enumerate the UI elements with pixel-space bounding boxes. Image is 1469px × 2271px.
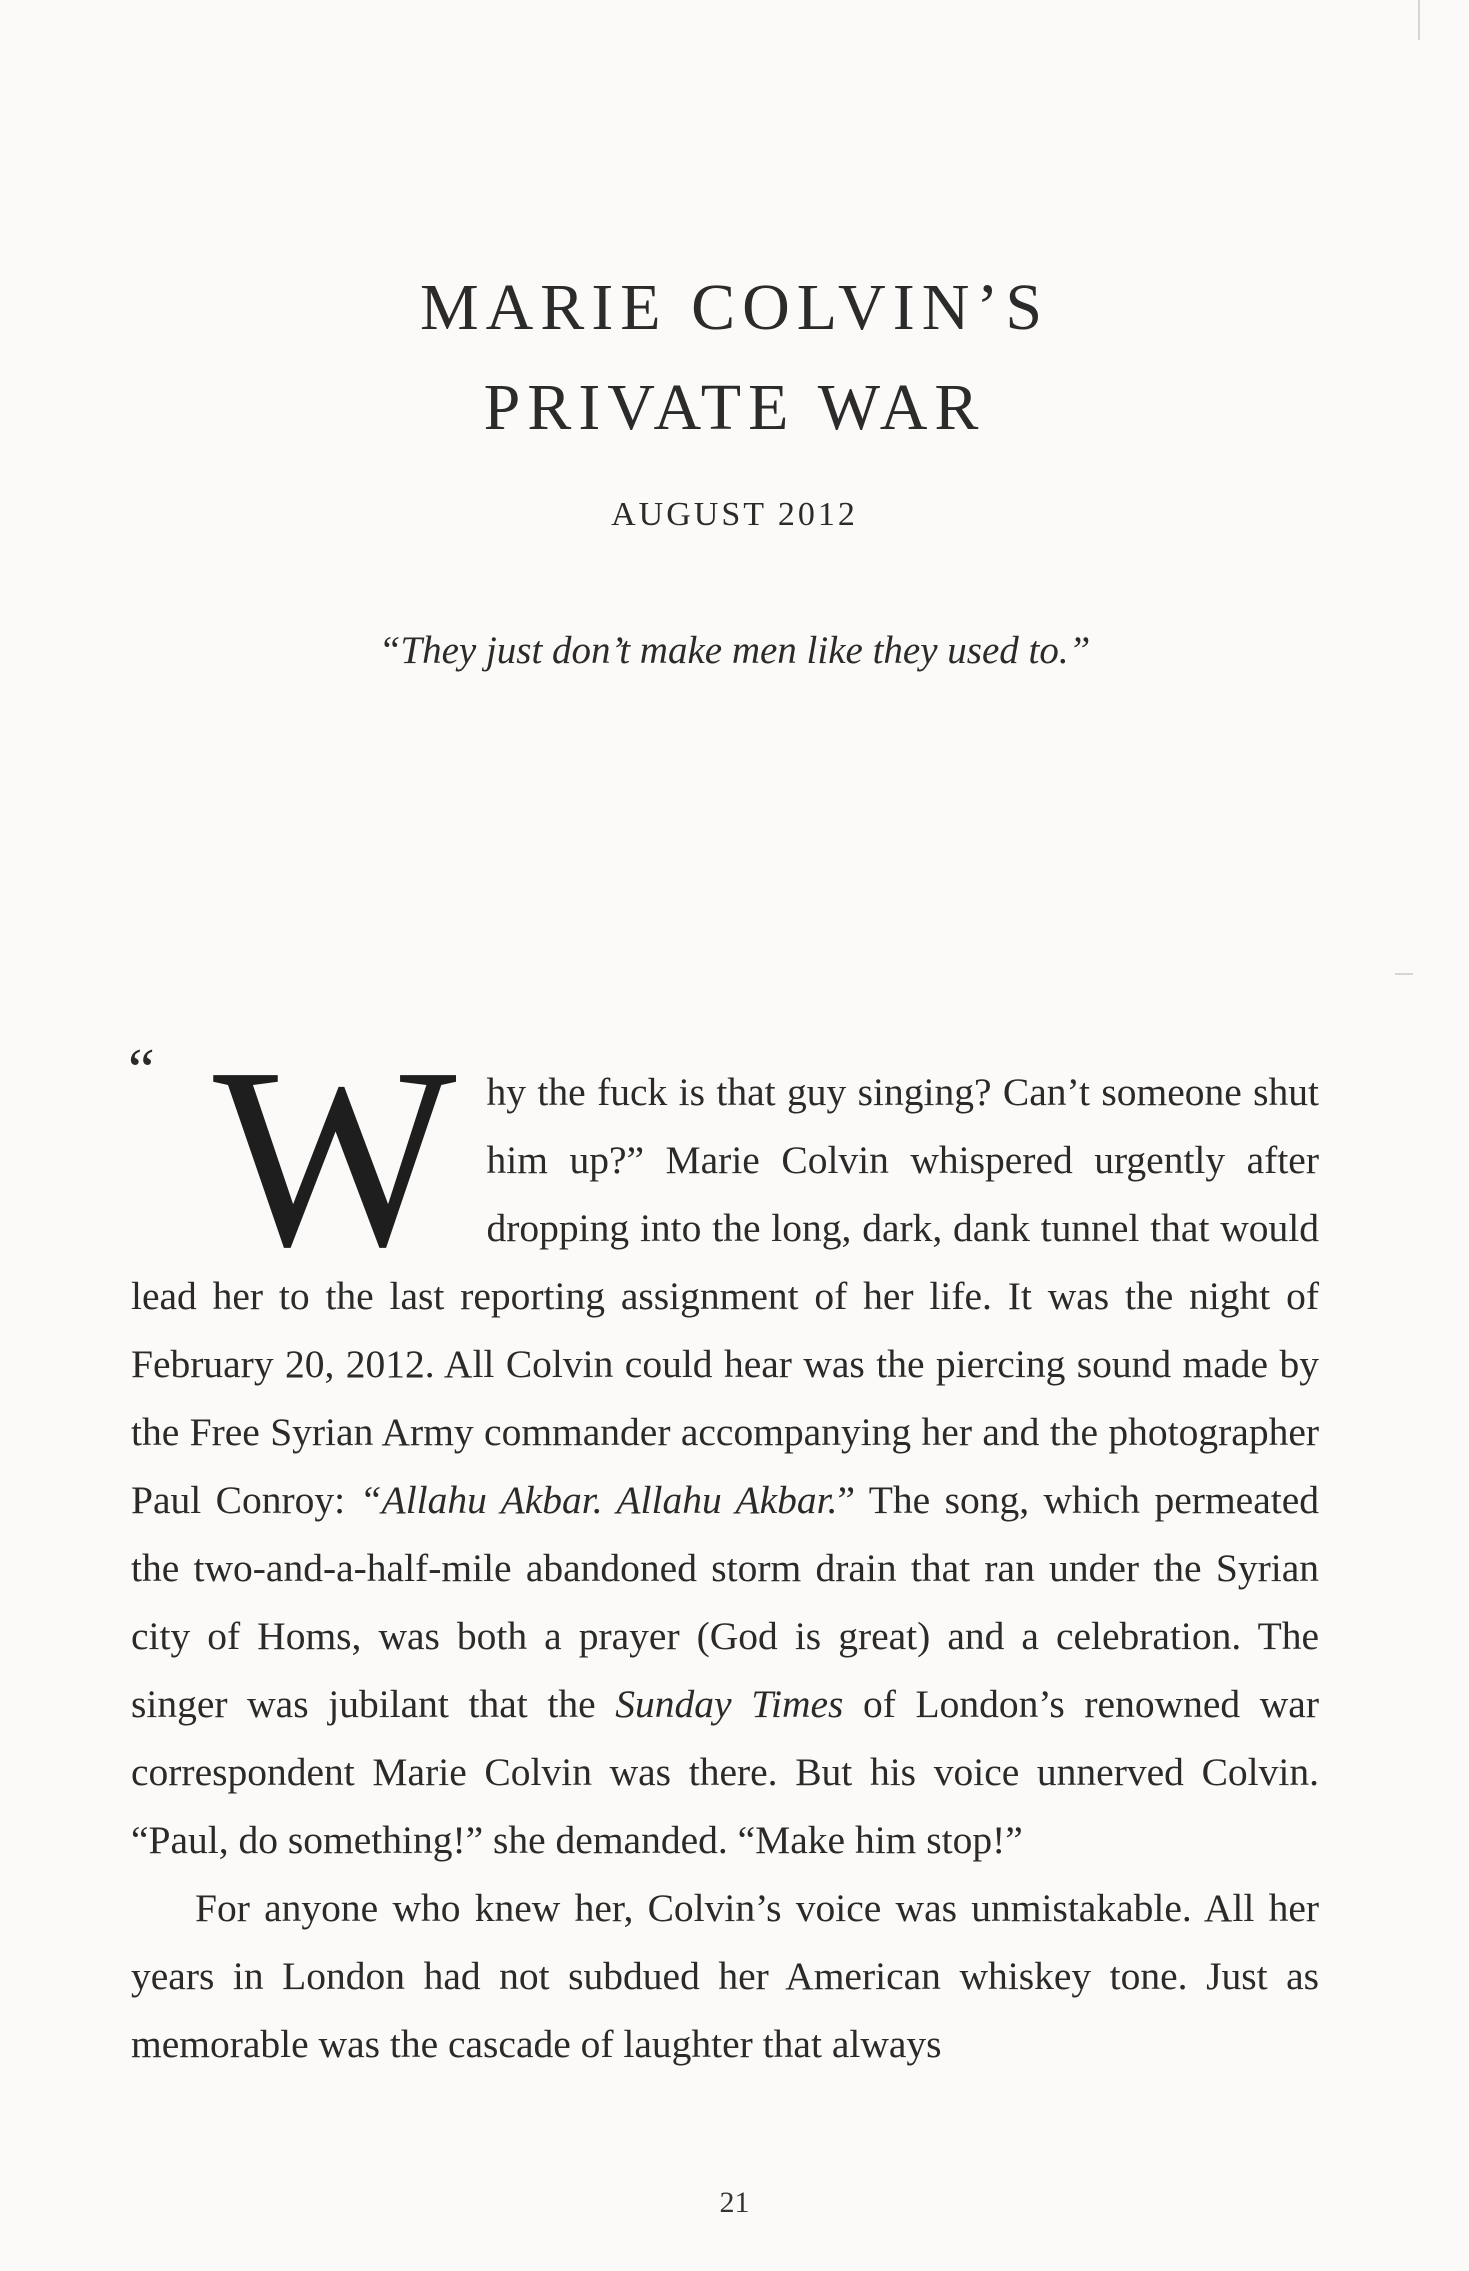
chapter-title: [0, 258, 1469, 458]
chapter-date: AUGUST 2012: [611, 496, 858, 533]
paragraph-text: ” The song, which permeated the two-and-a-half-mile abandoned storm drain that ran under the Syrian city of Homs, was both a prayer (God is great) and a celebration. The singer was jubilant that the: [131, 1478, 1319, 1726]
body-text: [131, 1014, 1319, 2078]
chapter-title-line-2: PRIVATE WAR: [483, 371, 986, 444]
chapter-title-line-1: MARIE COLVIN’S: [419, 271, 1050, 344]
drop-cap: W: [213, 1014, 457, 1300]
paragraph: For anyone who knew her, Colvin’s voice was unmistakable. All her years in London had not subdued her American whiskey tone. Just as memorable was the cascade of laughter that always: [131, 1886, 1319, 2066]
paragraph-text: hy the fuck is that guy singing? Can’t someone shut him up?” Marie Colvin whispered urgently after dropping into the long, dark, dank tunnel that would lead her to the last reporting assignment of her life. It was the night of February 20, 2012. All Colvin could hear was the piercing sound made by the Free Syrian Army commander accompanying her and the photographer Paul Conroy:: [131, 1070, 1319, 1522]
scan-edge-mark: [1418, 0, 1420, 40]
paragraph: [131, 1014, 1319, 1874]
italic-text: Sunday Times: [615, 1682, 844, 1726]
opening-quote-mark: “: [128, 1037, 155, 1103]
scan-edge-mark: [1395, 973, 1413, 975]
italic-text: “Allahu Akbar. Allahu Akbar.: [359, 1478, 838, 1522]
epigraph: “They just don’t make men like they used to.”: [378, 629, 1091, 672]
paragraph-text: of London’s renowned war correspondent Marie Colvin was there. But his voice unnerved Colvin. “Paul, do something!” she demanded. “Make him stop!”: [131, 1682, 1319, 1862]
page-number: 21: [719, 2186, 750, 2219]
